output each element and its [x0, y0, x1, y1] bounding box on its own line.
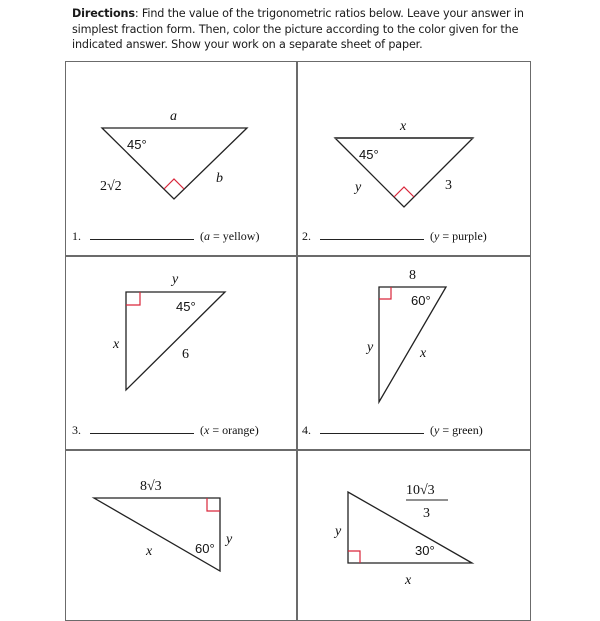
color-hint: (y = purple): [430, 229, 487, 243]
problem-number: 1.: [72, 229, 81, 243]
hypotenuse-denominator: 3: [423, 506, 430, 521]
right-angle-mark: [379, 287, 391, 299]
angle-label: 60°: [411, 293, 431, 308]
side-label-top: a: [170, 109, 177, 124]
side-label-right: 3: [445, 178, 452, 193]
side-label-top: 8: [409, 268, 416, 283]
directions-label: Directions: [72, 7, 135, 20]
side-label-left: x: [113, 337, 120, 352]
angle-label: 45°: [127, 137, 147, 152]
side-label-right: y: [226, 532, 233, 547]
answer-row-2: [302, 229, 487, 244]
angle-label: 60°: [195, 541, 215, 556]
angle-label: 45°: [359, 147, 379, 162]
color-hint: (x = orange): [200, 423, 259, 437]
side-label-bottom: x: [405, 573, 412, 588]
color-hint: (a = yellow): [200, 229, 260, 243]
side-label-right: b: [216, 171, 223, 186]
side-label-top: y: [172, 272, 179, 287]
answer-row-4: [302, 423, 483, 438]
triangle-1: [100, 109, 247, 199]
angle-label: 45°: [176, 299, 196, 314]
right-angle-mark: [164, 179, 184, 189]
directions-body: : Find the value of the trigonometric ratios below. Leave your answer in simplest fraction form. Then, color the picture according to the color given for the indicated answer. Show your work on a separate sheet of paper.: [72, 7, 524, 51]
answer-row-3: [72, 423, 259, 438]
answer-blank-3[interactable]: [90, 423, 194, 434]
angle-label: 30°: [415, 543, 435, 558]
problem-number: 3.: [72, 423, 81, 437]
triangle-3: [112, 272, 225, 390]
answer-blank-4[interactable]: [320, 423, 424, 434]
problem-number: 2.: [302, 229, 311, 243]
answer-blank-2[interactable]: [320, 229, 424, 240]
right-angle-mark: [348, 551, 360, 563]
side-label-hypotenuse: x: [146, 544, 153, 559]
right-angle-mark: [126, 292, 140, 305]
side-label-left: y: [335, 524, 342, 539]
triangle-6: [333, 483, 472, 588]
side-label-hypotenuse: 6: [182, 347, 189, 362]
side-label-top: x: [400, 119, 407, 134]
triangle-2: [335, 119, 473, 207]
side-label-left: y: [355, 180, 362, 195]
side-label-left: y: [367, 340, 374, 355]
answer-blank-1[interactable]: [90, 229, 194, 240]
right-angle-mark: [394, 187, 414, 197]
side-label-hypotenuse: x: [420, 346, 427, 361]
answer-row-1: [72, 229, 259, 244]
color-hint: (y = green): [430, 423, 483, 437]
side-label-left: 2√2: [100, 179, 122, 194]
triangle-5: [94, 479, 233, 571]
side-label-top: 8√3: [140, 479, 162, 494]
problem-number: 4.: [302, 423, 311, 437]
hypotenuse-numerator: 10√3: [406, 483, 435, 498]
triangle-4: [365, 268, 446, 402]
right-angle-mark: [207, 498, 220, 511]
